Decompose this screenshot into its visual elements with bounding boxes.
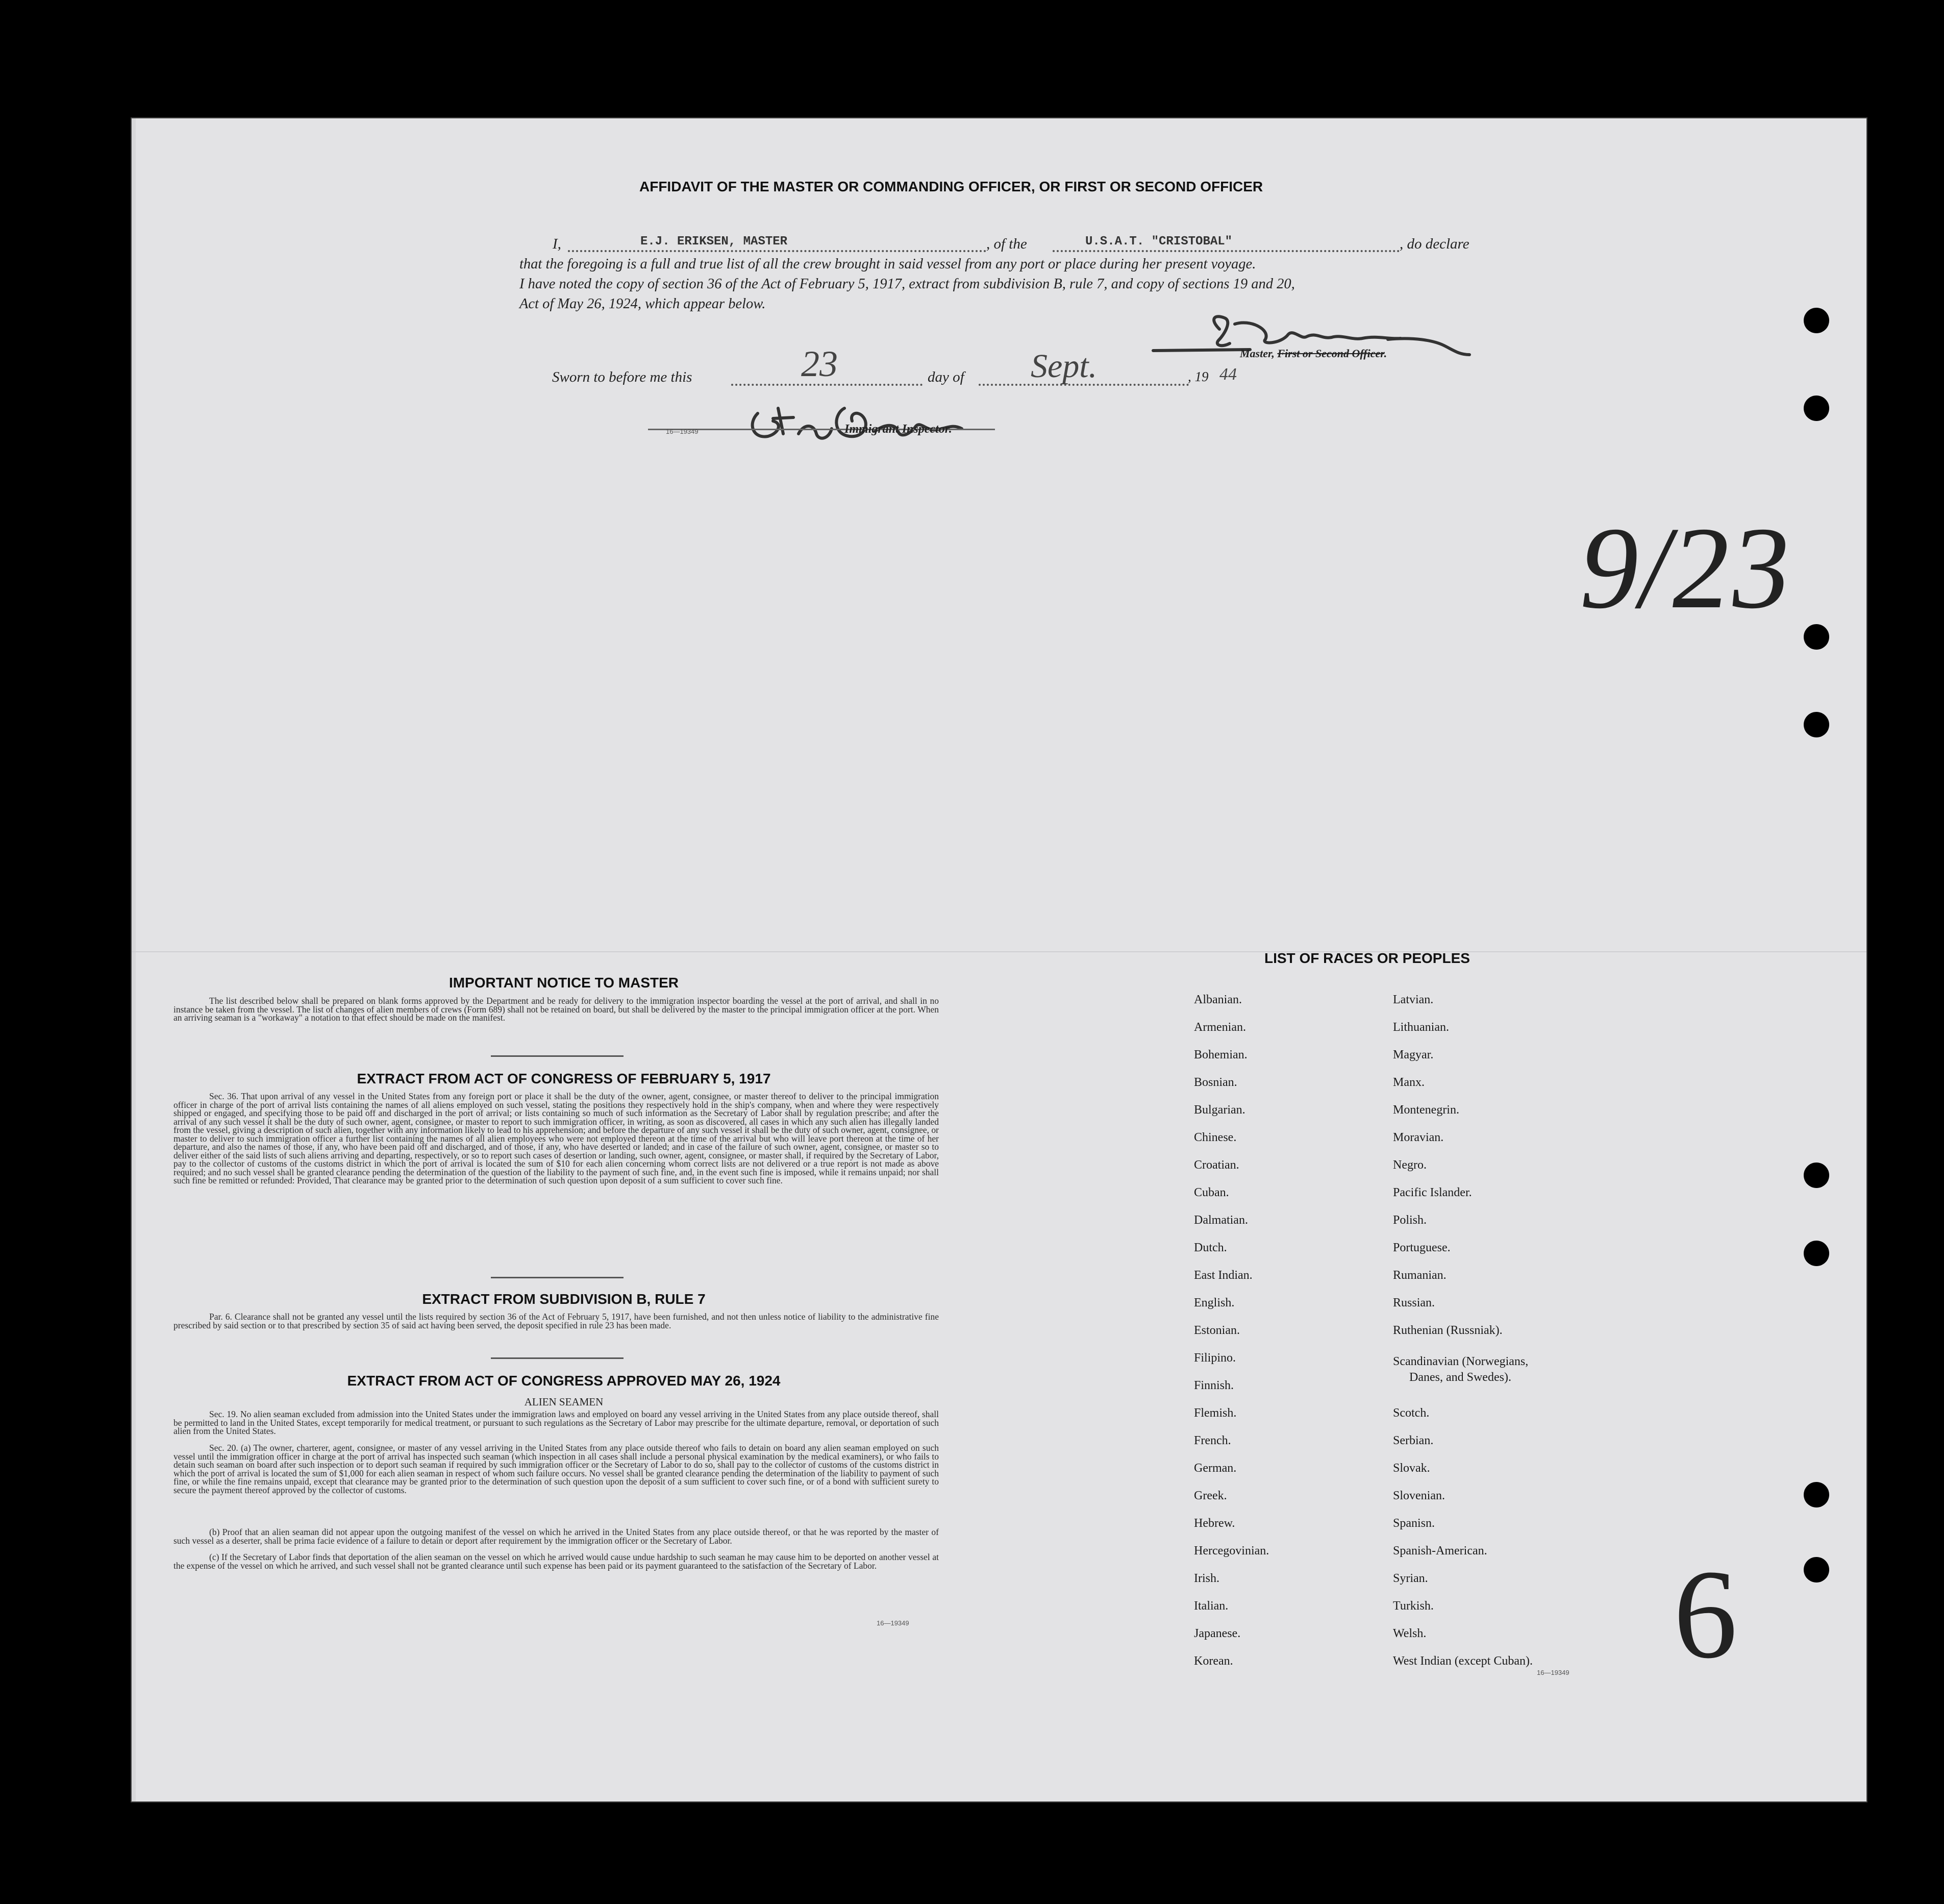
race-item: Greek.	[1194, 1489, 1227, 1502]
race-item: Portuguese.	[1393, 1241, 1451, 1254]
race-item: German.	[1194, 1462, 1237, 1475]
race-item: Hebrew.	[1194, 1517, 1235, 1530]
race-item: Turkish.	[1393, 1599, 1434, 1613]
race-item: Scandinavian (Norwegians,	[1393, 1355, 1529, 1368]
race-item: Cuban.	[1194, 1186, 1229, 1199]
form-number-top: 16—19349	[666, 428, 699, 435]
punch-hole	[1804, 308, 1829, 333]
race-item: Japanese.	[1194, 1627, 1241, 1640]
race-item: Armenian.	[1194, 1021, 1246, 1034]
race-item: Dutch.	[1194, 1241, 1227, 1254]
race-item: Welsh.	[1393, 1627, 1427, 1640]
form-number-left: 16—19349	[877, 1619, 909, 1627]
sworn-year: 44	[1219, 365, 1237, 384]
race-item: Rumanian.	[1393, 1269, 1447, 1282]
date-note-9-23: 9/23	[1573, 503, 1800, 633]
sec-19-body: Sec. 19. No alien seaman excluded from admission into the United States under the immigration laws and employed on board any vessel arriving in the United States from any place outside thereof, shall be permitted to land in the United States, except temporarily for medical treatment, or pursuant to such regulations as the Secretary of Labor may prescribe for the ultimate departure, removal, or deportation of such alien from the United States.	[173, 1409, 939, 1436]
race-item: Finnish.	[1194, 1379, 1234, 1392]
extract-1924-title: EXTRACT FROM ACT OF CONGRESS APPROVED MAY 26, 1924	[347, 1373, 781, 1389]
year-prefix: , 19	[1188, 369, 1209, 384]
day-of-label: day of	[928, 369, 964, 385]
extract-1917-title: EXTRACT FROM ACT OF CONGRESS OF FEBRUARY 5, 1917	[357, 1071, 771, 1086]
sworn-label: Sworn to before me this	[552, 369, 692, 385]
race-item: Slovenian.	[1393, 1489, 1445, 1502]
race-item: Spanisn.	[1393, 1517, 1435, 1530]
race-item: West Indian (except Cuban).	[1393, 1654, 1533, 1668]
race-item: English.	[1194, 1296, 1235, 1309]
punch-hole	[1804, 712, 1829, 737]
notice-title: IMPORTANT NOTICE TO MASTER	[448, 975, 679, 991]
race-item: Latvian.	[1393, 993, 1434, 1006]
race-item: Slovak.	[1393, 1462, 1430, 1475]
race-item: Scotch.	[1393, 1406, 1430, 1420]
sworn-day: 23	[801, 343, 838, 384]
race-item: Irish.	[1194, 1572, 1219, 1585]
race-item: Italian.	[1194, 1599, 1229, 1613]
races-title: LIST OF RACES OR PEOPLES	[1264, 950, 1470, 966]
rule-7-title: EXTRACT FROM SUBDIVISION B, RULE 7	[422, 1291, 706, 1307]
race-item: Danes, and Swedes).	[1409, 1371, 1511, 1384]
punch-hole	[1804, 1163, 1829, 1188]
race-item: Moravian.	[1393, 1131, 1444, 1144]
sec-20a-body: Sec. 20. (a) The owner, charterer, agent, consignee, or master of any vessel arriving in the United States from any place outside thereof who fails to detain on board any alien seaman employed on such vessel until the immigration officer in charge at the port of arrival has inspected such seaman (which inspection in all cases shall include a personal physical examination by the medical examiners), or who fails to detain such seaman on board after such inspection or to deport such seaman if required by such immigration officer or the Secretary of Labor to do so, shall pay to the collector of customs of the customs district in which the port of arrival is located the sum of $1,000 for each alien seaman in respect of whom such failure occurs. No vessel shall be granted clearance pending the determination of the liability to payment of such fine, or while the fine remains unpaid, except that clearance may be granted prior to the determination of such question upon the deposit of a sum sufficient to cover such fine, or of a bond with sufficient surety to secure the payment thereof approved by the collector of customs.	[173, 1443, 939, 1495]
affidavit-line-1: that the foregoing is a full and true list of all the crew brought in said vessel from any port or place during her present voyage.	[519, 256, 1256, 272]
extract-1917-body: Sec. 36. That upon arrival of any vessel in the United States from any foreign port or place it shall be the duty of the owner, agent, consignee, or master thereof to deliver to the principal immigration officer in charge of the port of arrival lists containing the names of all aliens employed on such vessel, stating the positions they respectively hold in the ship's company, when and where they were respectively shipped or engaged, and specifying those to be paid off and discharged in the port of arrival; or lists containing so much of such information as the Secretary of Labor shall by regulation prescribe; and after the arrival of any such vessel it shall be the duty of such owner, agent, consignee, or master to report to such immigration officer, in writing, as soon as discovered, all cases in which any such alien has illegally landed from the vessel, giving a description of such alien, together with any information likely to lead to his apprehension; and before the departure of any such vessel it shall be the duty of such owner, agent, consignee, or master to deliver to such immigration officer a further list containing the names of all alien employees who were not employed thereon at the time of the arrival but who will leave port thereon at the time of her departure, and also the names of those, if any, who have been paid off and discharged, and of those, if any, who have deserted or landed; and in case of the failure of such owner, agent, consignee, or master so to deliver either of the said lists of such aliens arriving and departing, respectively, or so to report such cases of desertion or landing, such owner, agent, consignee, or master shall, if required by the Secretary of Labor, pay to the collector of customs of the customs district in which the port of arrival is located the sum of $10 for each alien concerning whom correct lists are not delivered or a true report is not made as above required; and no such vessel shall be granted clearance pending the determination of the question of the liability to the payment of such fine, and, in the event such fine is imposed, while it remains unpaid; nor shall such fine be remitted or refunded: Provided, That clearance may be granted prior to the determination of such question upon deposit of a sum sufficient to cover such fine.	[173, 1091, 939, 1185]
race-item: East Indian.	[1194, 1269, 1253, 1282]
race-item: Filipino.	[1194, 1351, 1236, 1365]
race-item: Hercegovinian.	[1194, 1544, 1269, 1557]
name-underline	[568, 250, 986, 252]
notice-body: The list described below shall be prepared on blank forms approved by the Department and be ready for delivery to the immigration inspector boarding the vessel at the port of arrival, and shall in no instance be taken from the vessel. The list of changes of alien members of crews (Form 689) shall not be retained on board, but shall be delivered by the master to the principal immigration officer at the port. When an arriving seaman is a "workaway" a notation to that effect should be made on the manifest.	[173, 996, 939, 1023]
race-item: French.	[1194, 1434, 1231, 1447]
sec-20b-body: (b) Proof that an alien seaman did not appear upon the outgoing manifest of the vessel on which he arrived in the United States from any place outside thereof, or that he was reported by the master of such vessel as a deserter, shall be prima facie evidence of a failure to detain or deport after requirement by the immigration officer or the Secretary of Labor.	[173, 1527, 939, 1546]
officer-caption-struck: First or Second Officer	[1277, 347, 1384, 360]
inspector-signature	[742, 393, 1008, 449]
race-item: Magyar.	[1393, 1048, 1434, 1061]
punch-hole	[1804, 1557, 1829, 1582]
race-item: Korean.	[1194, 1654, 1233, 1668]
race-item: Bosnian.	[1194, 1076, 1237, 1089]
document-page	[132, 118, 1866, 1801]
fold-line	[132, 951, 1866, 952]
of-the-label: , of the	[986, 236, 1027, 252]
race-item: Pacific Islander.	[1393, 1186, 1472, 1199]
sec-20c-body: (c) If the Secretary of Labor finds that deportation of the alien seaman on the vessel on which he arrived would cause undue hardship to such seaman he may cause him to be deported on another vessel at the expense of the vessel on which he arrived, and such vessel shall not be granted clearance until such expense has been paid or its payment guaranteed to the satisfaction of the Secretary of Labor.	[173, 1552, 939, 1571]
race-item: Spanish-American.	[1393, 1544, 1487, 1557]
do-declare-label: , do declare	[1400, 236, 1469, 252]
race-item: Syrian.	[1393, 1572, 1428, 1585]
race-item: Estonian.	[1194, 1324, 1240, 1337]
punch-hole	[1804, 1482, 1829, 1507]
i-label: I,	[553, 236, 561, 252]
sworn-month: Sept.	[1031, 348, 1098, 385]
race-item: Montenegrin.	[1393, 1103, 1459, 1117]
race-item: Negro.	[1393, 1158, 1427, 1172]
alien-seamen-subtitle: ALIEN SEAMEN	[524, 1396, 604, 1408]
master-name: E.J. ERIKSEN, MASTER	[640, 235, 788, 249]
race-item: Polish.	[1393, 1214, 1427, 1227]
race-item: Croatian.	[1194, 1158, 1239, 1172]
page-note-6: 6	[1674, 1544, 1737, 1685]
race-item: Albanian.	[1194, 993, 1242, 1006]
affidavit-line-2: I have noted the copy of section 36 of the Act of February 5, 1917, extract from subdivision B, rule 7, and copy of sections 19 and 20,	[519, 276, 1295, 292]
master-caption-text: Master,	[1240, 347, 1278, 360]
affidavit-line-3: Act of May 26, 1924, which appear below.	[519, 296, 766, 312]
vessel-underline	[1053, 250, 1400, 252]
race-item: Serbian.	[1393, 1434, 1434, 1447]
divider-3	[491, 1357, 624, 1359]
divider-1	[491, 1055, 624, 1057]
race-item: Bohemian.	[1194, 1048, 1248, 1061]
race-item: Chinese.	[1194, 1131, 1237, 1144]
divider-2	[491, 1277, 624, 1278]
race-item: Lithuanian.	[1393, 1021, 1449, 1034]
race-item: Flemish.	[1194, 1406, 1237, 1420]
affidavit-title: AFFIDAVIT OF THE MASTER OR COMMANDING OFFICER, OR FIRST OR SECOND OFFICER	[639, 179, 1263, 194]
race-item: Ruthenian (Russniak).	[1393, 1324, 1503, 1337]
punch-hole	[1804, 624, 1829, 650]
race-item: Bulgarian.	[1194, 1103, 1245, 1117]
master-caption	[1240, 347, 1387, 360]
punch-hole	[1804, 1241, 1829, 1266]
caption-period: .	[1384, 347, 1387, 360]
race-item: Manx.	[1393, 1076, 1425, 1089]
form-number-right: 16—19349	[1537, 1669, 1569, 1676]
rule-7-body: Par. 6. Clearance shall not be granted any vessel until the lists required by section 36 of the Act of February 5, 1917, have been furnished, and not then unless notice of liability to the administrative fine prescribed by said section or to that prescribed by section 35 of said act having been served, the deposit specified in rule 23 has been made.	[173, 1312, 939, 1330]
punch-hole	[1804, 395, 1829, 421]
inspector-caption: Immigrant Inspector.	[844, 423, 952, 436]
race-item: Dalmatian.	[1194, 1214, 1248, 1227]
vessel-name: U.S.A.T. "CRISTOBAL"	[1085, 235, 1233, 249]
race-item: Russian.	[1393, 1296, 1435, 1309]
page-edge	[132, 118, 136, 1801]
